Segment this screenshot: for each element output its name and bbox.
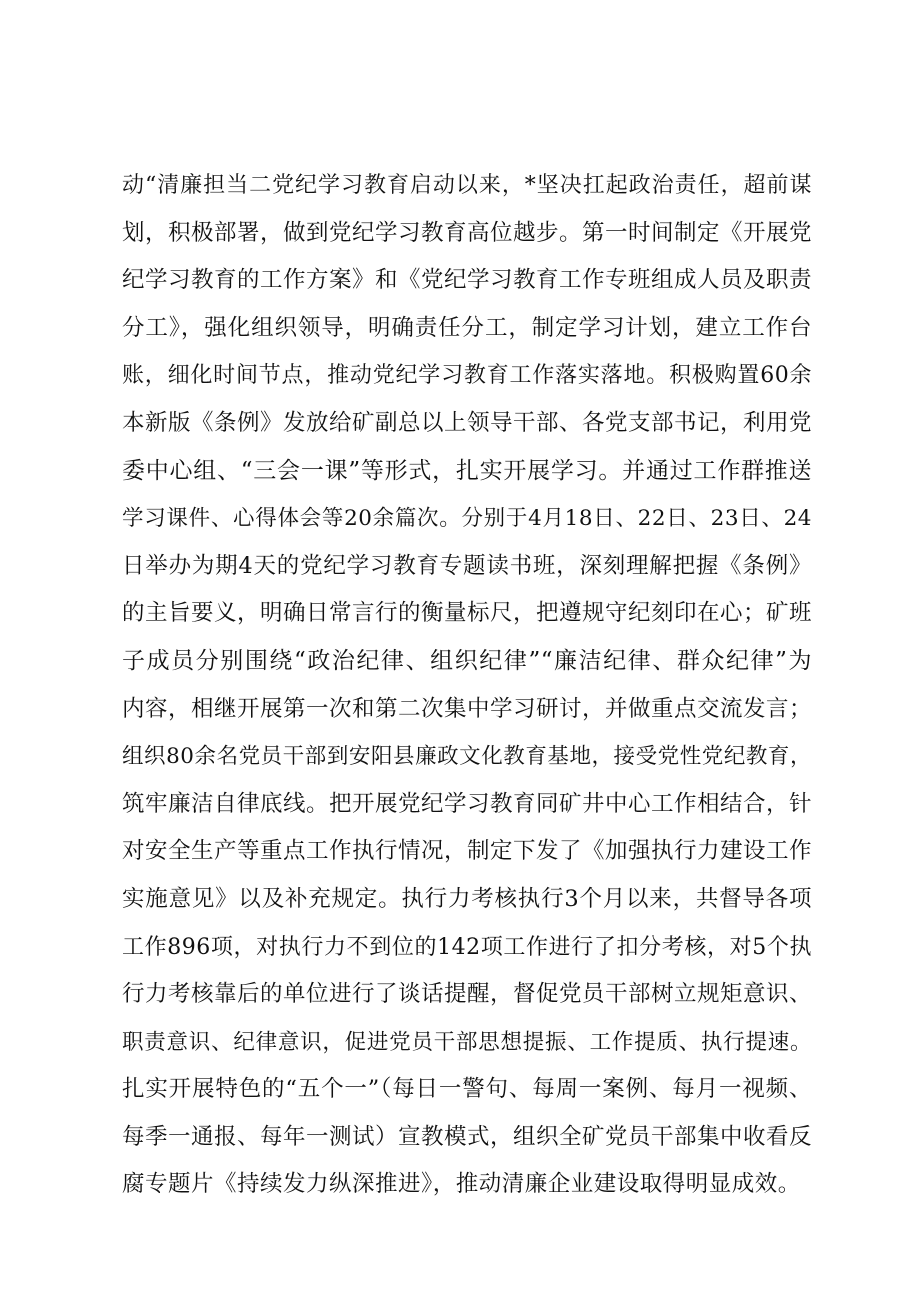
paragraph-line-5: 账，细化时间节点，推动党纪学习教育工作落实落地。积极购置60余	[122, 363, 812, 389]
paragraph-line-10: 的主旨要义，明确日常言行的衡量标尺，把遵规守纪刻印在心；矿班	[122, 600, 812, 627]
paragraph-line-9: 日举办为期4天的党纪学习教育专题读书班，深刻理解把握《条例》	[122, 552, 812, 579]
paragraph-line-13: 组织80余名党员干部到安阳县廉政文化教育基地，接受党性党纪教育，	[122, 744, 812, 770]
paragraph-line-7: 委中心组、“三会一课”等形式，扎实开展学习。并通过工作群推送	[122, 457, 812, 484]
paragraph-line-17: 工作896项，对执行力不到位的142项工作进行了扣分考核，对5个执	[122, 934, 812, 960]
paragraph-line-21: 每季一通报、每年一测试）宣教模式，组织全矿党员干部集中收看反	[122, 1123, 812, 1150]
paragraph-line-16: 实施意见》以及补充规定。执行力考核执行3个月以来，共督导各项	[122, 885, 812, 912]
paragraph-line-19: 职责意识、纪律意识，促进党员干部思想提振、工作提质、执行提速。	[122, 1029, 812, 1055]
paragraph-line-6: 本新版《条例》发放给矿副总以上领导干部、各党支部书记，利用党	[122, 409, 812, 436]
paragraph-line-3: 纪学习教育的工作方案》和《党纪学习教育工作专班组成人员及职责	[122, 267, 812, 294]
paragraph-line-11: 子成员分别围绕“政治纪律、组织纪律”“廉洁纪律、群众纪律”为	[122, 647, 812, 674]
paragraph-line-8: 学习课件、心得体会等20余篇次。分别于4月18日、22日、23日、24	[122, 506, 812, 532]
body-paragraph	[122, 162, 812, 1209]
paragraph-line-14: 筑牢廉洁自律底线。把开展党纪学习教育同矿井中心工作相结合，针	[122, 790, 812, 817]
paragraph-line-12: 内容，相继开展第一次和第二次集中学习研讨，并做重点交流发言；	[122, 695, 812, 722]
paragraph-line-4: 分工》，强化组织领导，明确责任分工，制定学习计划，建立工作台	[122, 314, 812, 341]
paragraph-line-1: 动“清廉担当二党纪学习教育启动以来，*坚决扛起政治责任，超前谋	[122, 173, 812, 198]
paragraph-line-22: 腐专题片《持续发力纵深推进》，推动清廉企业建设取得明显成效。	[122, 1171, 801, 1198]
paragraph-line-15: 对安全生产等重点工作执行情况，制定下发了《加强执行力建设工作	[122, 838, 812, 865]
paragraph-line-20: 扎实开展特色的“五个一”（每日一警句、每周一案例、每月一视频、	[122, 1076, 812, 1103]
paragraph-line-2: 划，积极部署，做到党纪学习教育高位越步。第一时间制定《开展党	[122, 219, 812, 246]
paragraph-line-18: 行力考核靠后的单位进行了谈话提醒，督促党员干部树立规矩意识、	[122, 981, 812, 1008]
